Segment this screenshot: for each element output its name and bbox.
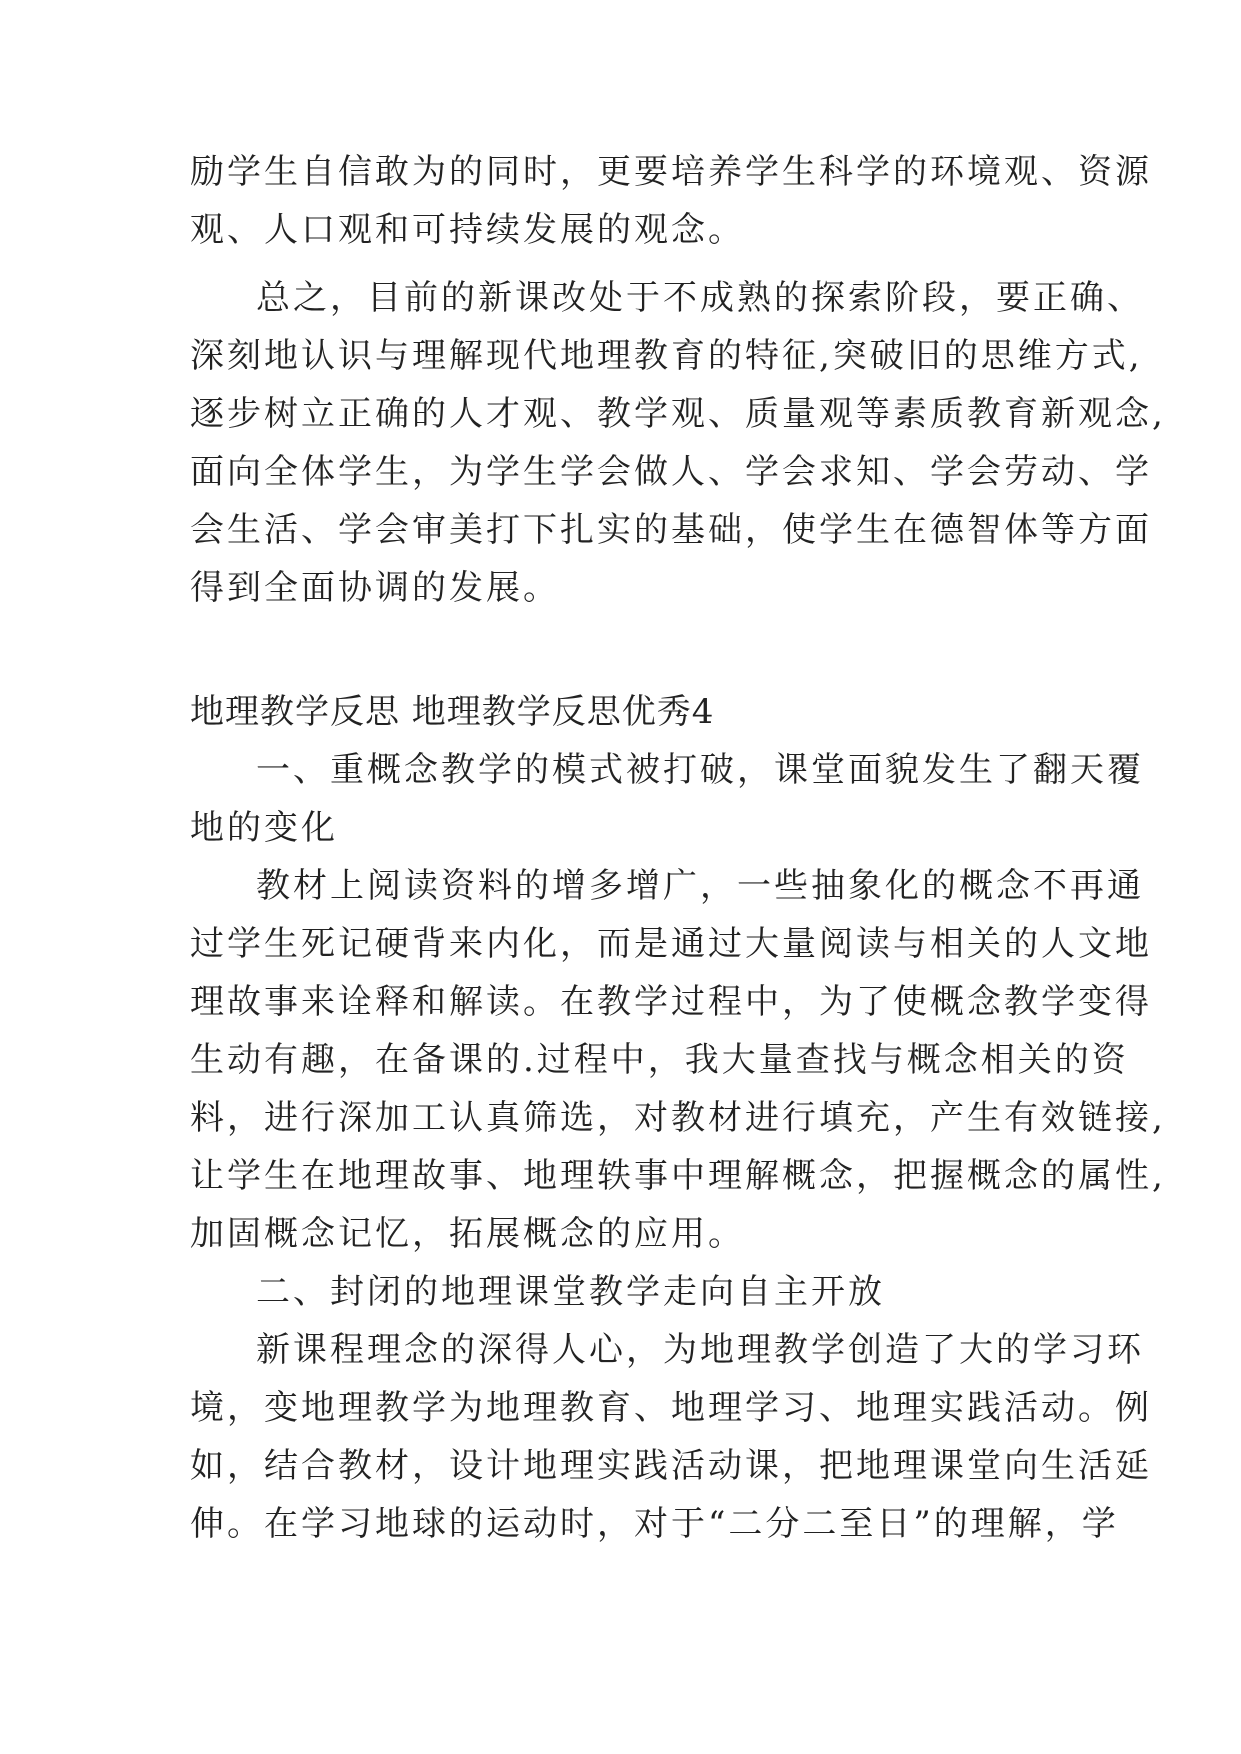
section-heading: 地理教学反思 地理教学反思优秀4 — [190, 692, 715, 732]
text-line: 让学生在地理故事、地理轶事中理解概念，把握概念的属性, — [190, 1156, 1166, 1196]
text-line: 如，结合教材，设计地理实践活动课，把地理课堂向生活延 — [190, 1446, 1152, 1486]
text-line: 面向全体学生，为学生学会做人、学会求知、学会劳动、学 — [190, 452, 1152, 492]
text-line: 理故事来诠释和解读。在教学过程中，为了使概念教学变得 — [190, 982, 1152, 1022]
subheading-line: 二、封闭的地理课堂教学走向自主开放 — [256, 1272, 885, 1312]
paragraph-line: 总之，目前的新课改处于不成熟的探索阶段，要正确、 — [256, 278, 1144, 318]
text-line: 伸。在学习地球的运动时，对于“二分二至日”的理解，学 — [190, 1504, 1119, 1544]
paragraph-line: 新课程理念的深得人心，为地理教学创造了大的学习环 — [256, 1330, 1144, 1370]
subheading-line: 地的变化 — [190, 808, 338, 848]
text-line: 观、人口观和可持续发展的观念。 — [190, 210, 745, 250]
text-line: 深刻地认识与理解现代地理教育的特征,突破旧的思维方式, — [190, 336, 1143, 376]
text-line: 加固概念记忆，拓展概念的应用。 — [190, 1214, 745, 1254]
text-line: 料，进行深加工认真筛选，对教材进行填充，产生有效链接, — [190, 1098, 1166, 1138]
text-line: 生动有趣，在备课的.过程中，我大量查找与概念相关的资 — [190, 1040, 1129, 1080]
subheading-line: 一、重概念教学的模式被打破，课堂面貌发生了翻天覆 — [256, 750, 1144, 790]
text-line: 会生活、学会审美打下扎实的基础，使学生在德智体等方面 — [190, 510, 1152, 550]
text-line: 境，变地理教学为地理教育、地理学习、地理实践活动。例 — [190, 1388, 1152, 1428]
text-line: 励学生自信敢为的同时，更要培养学生科学的环境观、资源 — [190, 152, 1152, 192]
text-line: 得到全面协调的发展。 — [190, 568, 560, 608]
text-line: 过学生死记硬背来内化，而是通过大量阅读与相关的人文地 — [190, 924, 1152, 964]
paragraph-line: 教材上阅读资料的增多增广，一些抽象化的概念不再通 — [256, 866, 1144, 906]
text-line: 逐步树立正确的人才观、教学观、质量观等素质教育新观念, — [190, 394, 1166, 434]
